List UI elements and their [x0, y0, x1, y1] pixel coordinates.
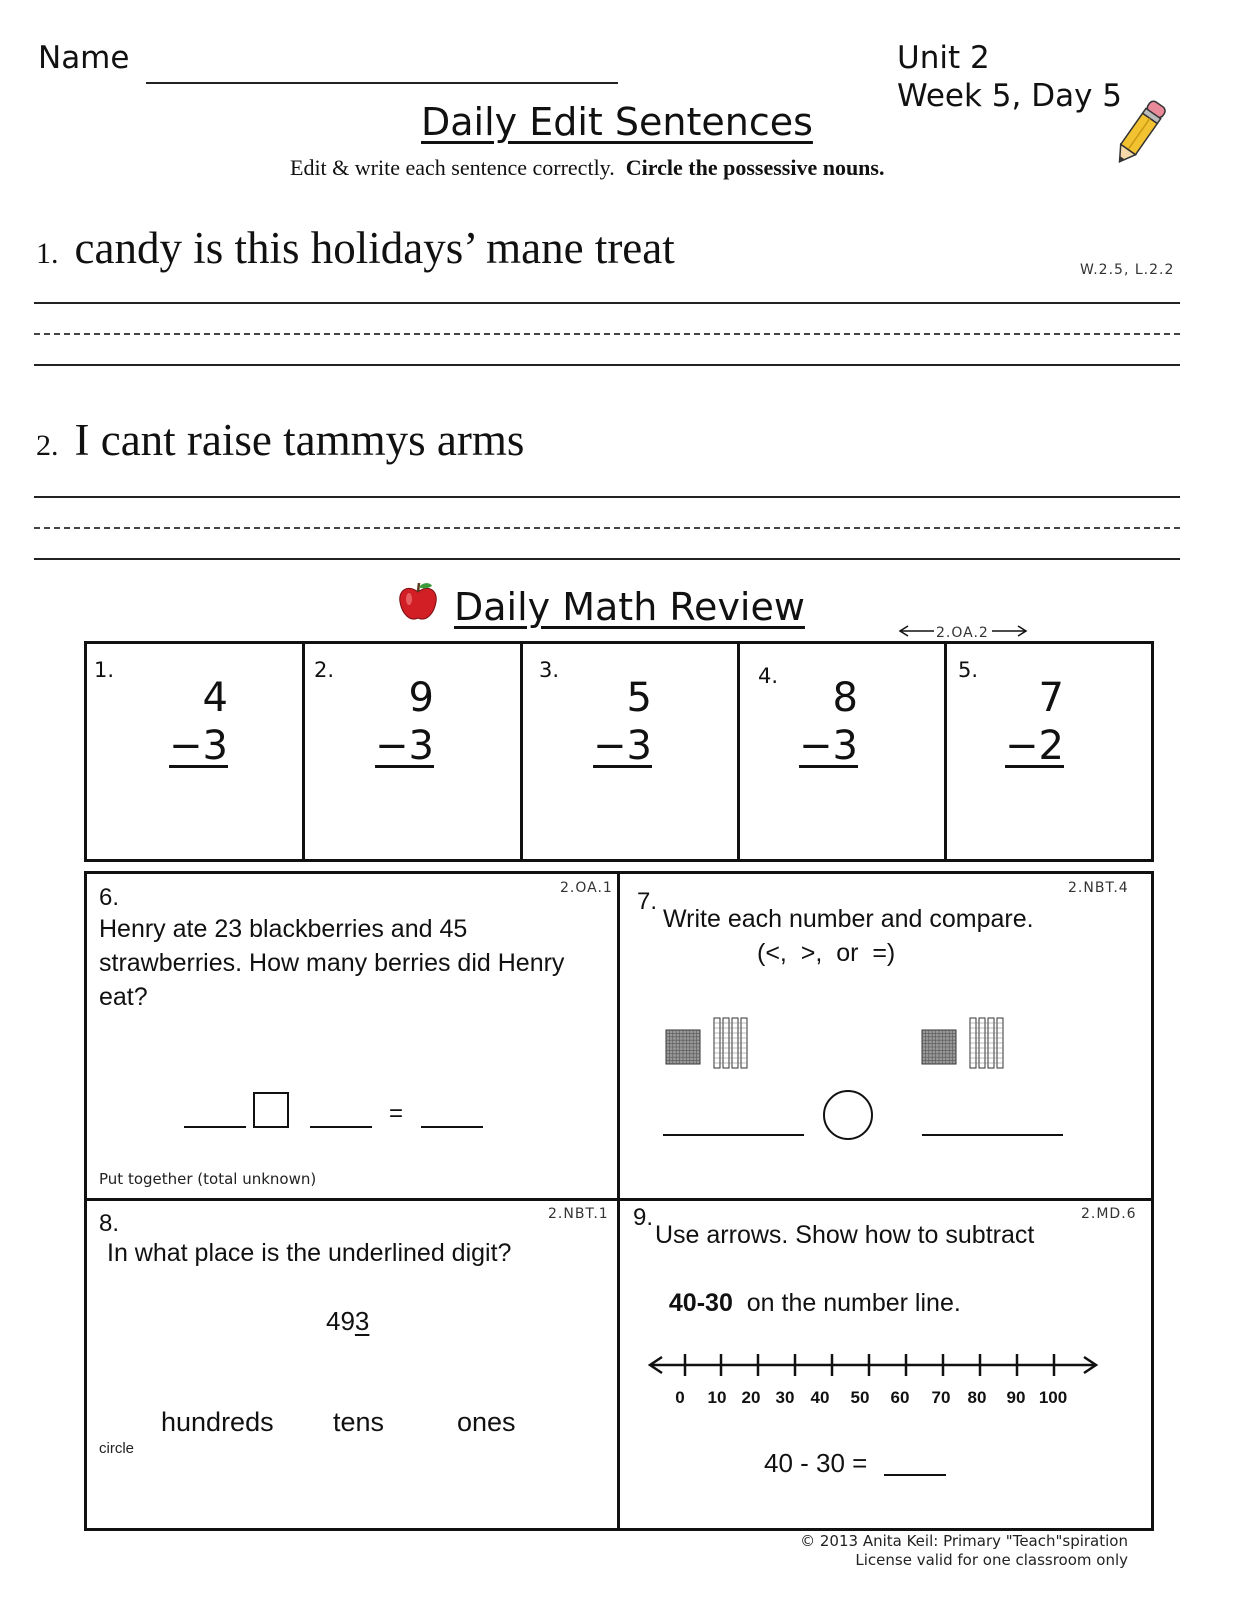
- equation: 40 - 30 =: [764, 1448, 868, 1478]
- problem-bottom: −3: [799, 723, 858, 769]
- compare-symbols: (<, >, or =): [757, 939, 896, 967]
- writing-line-top[interactable]: [34, 496, 1180, 498]
- standard-label: 2.OA.1: [560, 880, 613, 896]
- divider: [84, 1198, 1154, 1201]
- writing-line-bottom: [34, 364, 1180, 366]
- tick-label: 70: [931, 1388, 951, 1407]
- problem-bottom: −3: [593, 723, 652, 769]
- answer-blank[interactable]: [421, 1126, 483, 1128]
- tick-label: 100: [1038, 1388, 1068, 1407]
- divider: [520, 641, 523, 862]
- answer-blank[interactable]: [310, 1126, 372, 1128]
- underlined-digit: 3: [354, 1306, 370, 1336]
- writing-line-mid: [34, 333, 1180, 335]
- question-text: In what place is the underlined digit?: [107, 1239, 512, 1267]
- standard-label: 2.MD.6: [1081, 1206, 1137, 1222]
- question-text: Henry ate 23 blackberries and 45 strawberries. How many berries did Henry eat?: [99, 915, 565, 1011]
- question-text: Write each number and compare.: [663, 905, 1034, 933]
- problem-bottom: −3: [169, 723, 228, 769]
- problem-number: 3.: [539, 658, 560, 682]
- answer-blank-left[interactable]: [663, 1134, 804, 1136]
- tick-label: 30: [775, 1388, 795, 1407]
- question-number: 7.: [637, 888, 658, 915]
- question-note: Put together (total unknown): [99, 1170, 317, 1188]
- question-text-line2: [655, 1252, 961, 1320]
- divider: [617, 871, 620, 1531]
- standard-label: 2.NBT.4: [1068, 880, 1129, 896]
- unit-label: Unit 2: [897, 40, 990, 76]
- problem-number: 2.: [314, 658, 335, 682]
- equals-sign: =: [389, 1100, 404, 1127]
- choice-ones[interactable]: ones: [457, 1407, 516, 1437]
- tick-label: 20: [741, 1388, 761, 1407]
- base-ten-blocks-right: [920, 1016, 1020, 1072]
- instructions: [290, 155, 884, 181]
- operator-box[interactable]: [253, 1092, 289, 1128]
- question-number: 8.: [99, 1210, 120, 1237]
- problem-number: 4.: [758, 664, 779, 688]
- circle-instruction: circle: [99, 1440, 135, 1457]
- problem-top: 9: [408, 675, 434, 721]
- answer-blank[interactable]: [884, 1474, 946, 1476]
- week-day-label: Week 5, Day 5: [897, 78, 1123, 114]
- answer-blank-right[interactable]: [922, 1134, 1063, 1136]
- copyright: © 2013 Anita Keil: Primary "Teach"spiration: [800, 1532, 1128, 1550]
- problem-top: 5: [626, 675, 652, 721]
- tick-label: 90: [1006, 1388, 1026, 1407]
- choice-tens[interactable]: tens: [333, 1407, 385, 1437]
- sentence-2: [36, 414, 524, 466]
- problem-number: 1.: [94, 658, 115, 682]
- writing-line-bottom: [34, 558, 1180, 560]
- tick-label: 40: [810, 1388, 830, 1407]
- instruction-plain: Edit & write each sentence correctly.: [290, 155, 615, 180]
- problem-bottom: −2: [1005, 723, 1064, 769]
- math-title: Daily Math Review: [454, 585, 805, 629]
- pencil-icon: [1108, 96, 1170, 172]
- tick-label: 50: [850, 1388, 870, 1407]
- range-standard-text: 2.OA.2: [936, 625, 989, 641]
- question-number: 9.: [633, 1204, 654, 1231]
- writing-line-mid: [34, 527, 1180, 529]
- range-standard: [896, 623, 1030, 643]
- divider: [737, 641, 740, 862]
- place-value-number: [326, 1306, 369, 1337]
- number-prefix: 49: [326, 1306, 355, 1336]
- sentence-text: I cant raise tammys arms: [74, 415, 525, 465]
- name-label: Name: [38, 40, 130, 76]
- question-number: 6.: [99, 884, 120, 911]
- problem-top: 8: [832, 675, 858, 721]
- footer: [700, 1532, 1128, 1570]
- standard-label: W.2.5, L.2.2: [1080, 262, 1175, 278]
- base-ten-blocks-left: [664, 1016, 764, 1072]
- tick-label: 80: [967, 1388, 987, 1407]
- tick-label: 0: [675, 1388, 685, 1407]
- sentence-text: candy is this holidays’ mane treat: [74, 223, 675, 273]
- writing-line-top[interactable]: [34, 302, 1180, 304]
- compare-circle[interactable]: [823, 1090, 873, 1140]
- divider: [302, 641, 305, 862]
- apple-icon: [396, 580, 440, 624]
- problem-number: 5.: [958, 658, 979, 682]
- tick-label: 60: [890, 1388, 910, 1407]
- sentence-number: 2.: [36, 429, 59, 462]
- question-text: Use arrows. Show how to subtract: [655, 1221, 1035, 1249]
- instruction-bold: Circle the possessive nouns.: [625, 155, 885, 180]
- standard-label: 2.NBT.1: [548, 1206, 609, 1222]
- expression: 40-30: [668, 1289, 733, 1317]
- name-line[interactable]: [146, 82, 618, 84]
- license: License valid for one classroom only: [855, 1551, 1128, 1569]
- question-text-rest: on the number line.: [746, 1289, 961, 1317]
- problem-top: 7: [1038, 675, 1064, 721]
- tick-label: 10: [707, 1388, 727, 1407]
- problem-bottom: −3: [375, 723, 434, 769]
- choice-hundreds[interactable]: hundreds: [161, 1407, 274, 1437]
- problem-top: 4: [202, 675, 228, 721]
- answer-blank[interactable]: [184, 1126, 246, 1128]
- divider: [944, 641, 947, 862]
- sentence-number: 1.: [36, 237, 59, 270]
- sentence-1: [36, 222, 675, 274]
- page-title: Daily Edit Sentences: [421, 100, 813, 144]
- number-line[interactable]: [646, 1350, 1102, 1380]
